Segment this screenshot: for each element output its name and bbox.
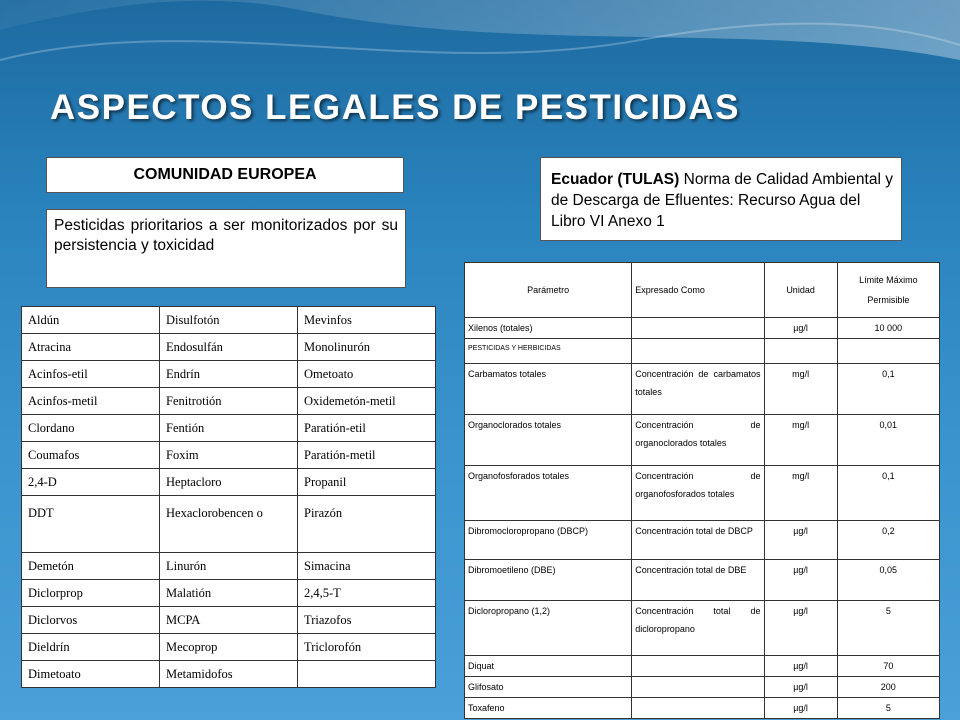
cell-param: Xilenos (totales) xyxy=(465,318,632,339)
table-row xyxy=(22,442,436,469)
slide-title: ASPECTOS LEGALES DE PESTICIDAS xyxy=(50,88,741,127)
cell-limit: 10 000 xyxy=(837,318,939,339)
cell-unit: µg/l xyxy=(764,601,837,656)
table-row xyxy=(22,553,436,580)
eu-heading-box xyxy=(46,157,404,193)
cell-expressed: Concentración de carbamatos totales xyxy=(632,364,764,415)
pesticide-cell: Malatión xyxy=(160,580,298,607)
pesticide-cell: MCPA xyxy=(160,607,298,634)
table-row xyxy=(465,466,940,521)
section-row xyxy=(465,339,940,364)
table-row xyxy=(465,415,940,466)
table-row xyxy=(22,469,436,496)
pesticide-cell: Hexaclorobencen o xyxy=(160,496,298,553)
cell-limit: 0,1 xyxy=(837,364,939,415)
pesticide-cell: 2,4-D xyxy=(22,469,160,496)
cell-param: Organoclorados totales xyxy=(465,415,632,466)
pesticide-cell: Paratión-metil xyxy=(298,442,436,469)
pesticide-cell: Oxidemetón-metil xyxy=(298,388,436,415)
ecuador-heading-rest: Norma de Calidad Ambiental y de Descarga de Efluentes: Recurso Agua del Libro VI Anexo 1 xyxy=(551,171,893,230)
cell-expressed: Concentración total de DBE xyxy=(632,560,764,601)
col-header-unit: Unidad xyxy=(764,263,837,318)
pesticide-cell: Fenitrotión xyxy=(160,388,298,415)
col-header-param: Parámetro xyxy=(465,263,632,318)
pesticide-cell: Heptacloro xyxy=(160,469,298,496)
cell-limit: 0,01 xyxy=(837,415,939,466)
pesticide-cell: Ometoato xyxy=(298,361,436,388)
table-row xyxy=(465,521,940,560)
pesticide-cell: Demetón xyxy=(22,553,160,580)
pesticide-cell: Pirazón xyxy=(298,496,436,553)
cell-limit: 0,05 xyxy=(837,560,939,601)
cell-expressed: Concentración total de dicloropropano xyxy=(632,601,764,656)
cell-unit: µg/l xyxy=(764,318,837,339)
ecuador-heading-box xyxy=(540,157,902,241)
cell-unit: mg/l xyxy=(764,415,837,466)
cell-expressed: Concentración de organoclorados totales xyxy=(632,415,764,466)
table-row xyxy=(465,698,940,719)
pesticide-cell: Mevinfos xyxy=(298,307,436,334)
pesticide-cell: Disulfotón xyxy=(160,307,298,334)
cell-param: Dicloropropano (1,2) xyxy=(465,601,632,656)
cell-unit: µg/l xyxy=(764,698,837,719)
cell-limit: 5 xyxy=(837,601,939,656)
cell-unit: µg/l xyxy=(764,560,837,601)
cell-param: Toxafeno xyxy=(465,698,632,719)
cell-expressed: Concentración de organofosforados totales xyxy=(632,466,764,521)
pesticide-cell: Dieldrín xyxy=(22,634,160,661)
pesticide-cell: Simacina xyxy=(298,553,436,580)
cell-expressed xyxy=(632,698,764,719)
cell-limit: 70 xyxy=(837,656,939,677)
pesticide-cell: 2,4,5-T xyxy=(298,580,436,607)
pesticide-cell: Metamidofos xyxy=(160,661,298,688)
pesticide-cell: Linurón xyxy=(160,553,298,580)
cell-expressed xyxy=(632,656,764,677)
table-row xyxy=(22,388,436,415)
pesticide-cell: Coumafos xyxy=(22,442,160,469)
pesticide-cell: Clordano xyxy=(22,415,160,442)
col-header-expressed: Expresado Como xyxy=(632,263,764,318)
table-row xyxy=(465,601,940,656)
eu-heading: COMUNIDAD EUROPEA xyxy=(133,166,317,183)
pesticide-cell: Dimetoato xyxy=(22,661,160,688)
eu-pesticide-table xyxy=(21,306,436,688)
table-row xyxy=(22,661,436,688)
pesticide-cell: Fentión xyxy=(160,415,298,442)
cell-expressed xyxy=(632,318,764,339)
cell-unit: mg/l xyxy=(764,364,837,415)
table-row xyxy=(465,656,940,677)
pesticide-cell: Mecoprop xyxy=(160,634,298,661)
cell-param: Diquat xyxy=(465,656,632,677)
pesticide-cell: Endosulfán xyxy=(160,334,298,361)
table-row xyxy=(465,677,940,698)
section-label: PESTICIDAS Y HERBICIDAS xyxy=(465,339,632,364)
cell-unit: µg/l xyxy=(764,677,837,698)
pesticide-cell: DDT xyxy=(22,496,160,553)
pesticide-cell: Monolinurón xyxy=(298,334,436,361)
table-row xyxy=(22,361,436,388)
pesticide-cell: Acinfos-etil xyxy=(22,361,160,388)
cell-limit: 200 xyxy=(837,677,939,698)
pesticide-cell: Aldún xyxy=(22,307,160,334)
cell-param: Dibromocloropropano (DBCP) xyxy=(465,521,632,560)
cell-limit: 5 xyxy=(837,698,939,719)
pesticide-cell: Triclorofón xyxy=(298,634,436,661)
pesticide-cell: Acinfos-metil xyxy=(22,388,160,415)
table-row xyxy=(22,607,436,634)
table-row xyxy=(22,307,436,334)
eu-description-box xyxy=(46,209,406,288)
cell-expressed xyxy=(632,677,764,698)
cell-unit: µg/l xyxy=(764,656,837,677)
ecuador-heading-bold: Ecuador (TULAS) xyxy=(551,171,680,188)
pesticide-cell: Propanil xyxy=(298,469,436,496)
table-row xyxy=(465,318,940,339)
pesticide-cell: Triazofos xyxy=(298,607,436,634)
pesticide-cell: Foxim xyxy=(160,442,298,469)
eu-description: Pesticidas prioritarios a ser monitorizados por su persistencia y toxicidad xyxy=(54,217,398,254)
cell-param: Carbamatos totales xyxy=(465,364,632,415)
col-header-limit: Límite Máximo Permisible xyxy=(837,263,939,318)
cell-param: Dibromoetileno (DBE) xyxy=(465,560,632,601)
pesticide-cell: Endrín xyxy=(160,361,298,388)
table-row xyxy=(22,496,436,553)
cell-param: Glifosato xyxy=(465,677,632,698)
cell-unit: µg/l xyxy=(764,521,837,560)
pesticide-cell: Atracina xyxy=(22,334,160,361)
pesticide-cell: Diclorvos xyxy=(22,607,160,634)
table-row xyxy=(465,560,940,601)
ecuador-limits-table xyxy=(464,262,940,719)
cell-expressed: Concentración total de DBCP xyxy=(632,521,764,560)
pesticide-cell: Diclorprop xyxy=(22,580,160,607)
cell-limit: 0,2 xyxy=(837,521,939,560)
table-row xyxy=(22,415,436,442)
cell-limit: 0,1 xyxy=(837,466,939,521)
table-header-row xyxy=(465,263,940,318)
table-row xyxy=(22,334,436,361)
pesticide-cell: Paratión-etil xyxy=(298,415,436,442)
cell-param: Organofosforados totales xyxy=(465,466,632,521)
pesticide-cell xyxy=(298,661,436,688)
cell-unit: mg/l xyxy=(764,466,837,521)
table-row xyxy=(22,580,436,607)
table-row xyxy=(22,634,436,661)
table-row xyxy=(465,364,940,415)
